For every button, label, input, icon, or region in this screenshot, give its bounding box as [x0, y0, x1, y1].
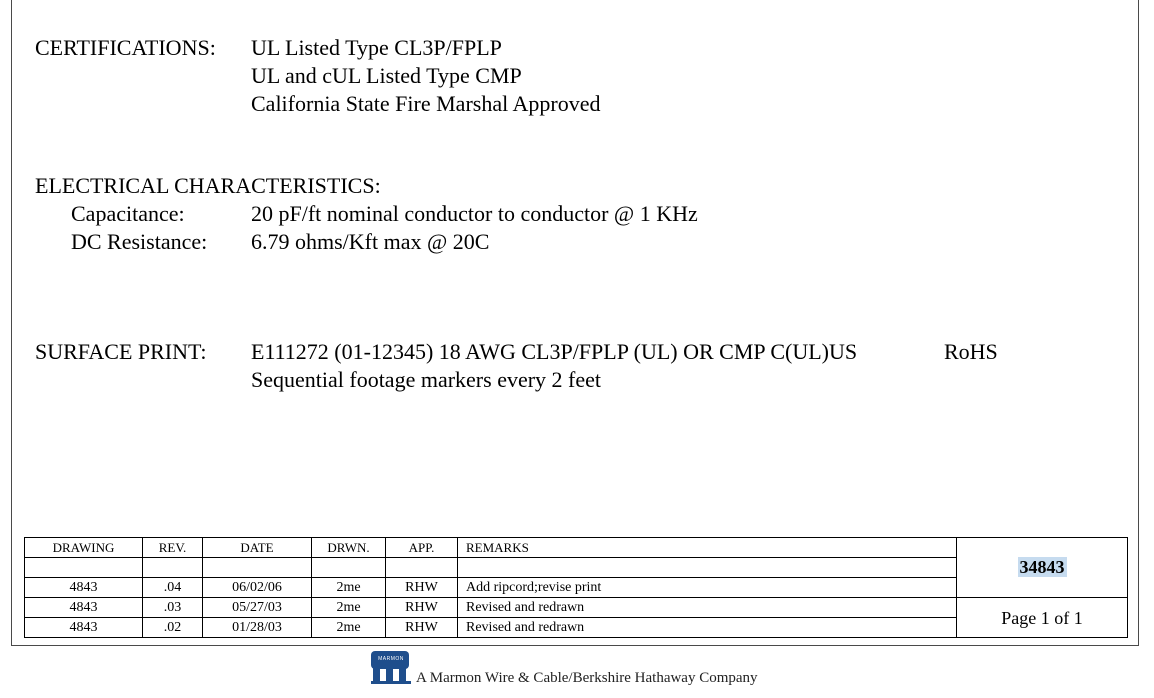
resistance-value: 6.79 ohms/Kft max @ 20C: [251, 229, 490, 254]
drawing-number: 34843: [1019, 557, 1065, 577]
cell-date: 05/27/03: [203, 598, 312, 618]
certification-line: California State Fire Marshal Approved: [251, 91, 601, 116]
cell-approved: RHW: [386, 598, 458, 618]
cell-remarks: Revised and redrawn: [458, 598, 957, 618]
cell-drawing: 4843: [25, 578, 143, 598]
surface-print-line: E111272 (01-12345) 18 AWG CL3P/FPLP (UL) OR CMP C(UL)US: [251, 339, 858, 364]
surface-print-line-2: Sequential footage markers every 2 feet: [251, 367, 602, 392]
cell-approved: RHW: [386, 578, 458, 598]
logo-wordmark: MARMON: [378, 656, 404, 662]
header-drawn: DRWN.: [312, 538, 386, 558]
resistance-label: DC Resistance:: [71, 229, 208, 254]
table-cell-empty: [203, 558, 312, 578]
table-row: [25, 598, 1128, 618]
header-drawing: DRAWING: [25, 538, 143, 558]
table-cell-empty: [143, 558, 203, 578]
marmon-logo: [371, 651, 411, 685]
page-number-cell: [957, 598, 1128, 638]
cell-drawn: 2me: [312, 598, 386, 618]
cell-remarks: Revised and redrawn: [458, 618, 957, 638]
table-cell-empty: [25, 558, 143, 578]
cell-rev: .03: [143, 598, 203, 618]
table-cell-empty: [458, 558, 957, 578]
cell-drawing: 4843: [25, 598, 143, 618]
table-cell-empty: [312, 558, 386, 578]
table-cell-empty: [386, 558, 458, 578]
cell-rev: .04: [143, 578, 203, 598]
cell-rev: .02: [143, 618, 203, 638]
header-approved: APP.: [386, 538, 458, 558]
cell-date: 06/02/06: [203, 578, 312, 598]
cell-remarks: Add ripcord;revise print: [458, 578, 957, 598]
cell-drawn: 2me: [312, 578, 386, 598]
header-date: DATE: [203, 538, 312, 558]
capacitance-label: Capacitance:: [71, 201, 185, 226]
drawing-number-cell: [957, 538, 1128, 598]
cell-drawing: 4843: [25, 618, 143, 638]
certification-line: UL Listed Type CL3P/FPLP: [251, 35, 502, 60]
company-name: A Marmon Wire & Cable/Berkshire Hathaway Company: [416, 670, 758, 686]
rohs-mark: RoHS: [944, 339, 998, 364]
certifications-label: CERTIFICATIONS:: [35, 35, 216, 60]
surface-print-label: SURFACE PRINT:: [35, 339, 207, 364]
certification-line: UL and cUL Listed Type CMP: [251, 63, 522, 88]
header-rev: REV.: [143, 538, 203, 558]
cell-approved: RHW: [386, 618, 458, 638]
cell-drawn: 2me: [312, 618, 386, 638]
cell-date: 01/28/03: [203, 618, 312, 638]
header-remarks: REMARKS: [458, 538, 957, 558]
capacitance-value: 20 pF/ft nominal conductor to conductor @ 1 KHz: [251, 201, 698, 226]
electrical-heading: ELECTRICAL CHARACTERISTICS:: [35, 173, 381, 198]
page-number: Page 1 of 1: [1001, 607, 1083, 628]
revision-table: [24, 537, 1128, 638]
